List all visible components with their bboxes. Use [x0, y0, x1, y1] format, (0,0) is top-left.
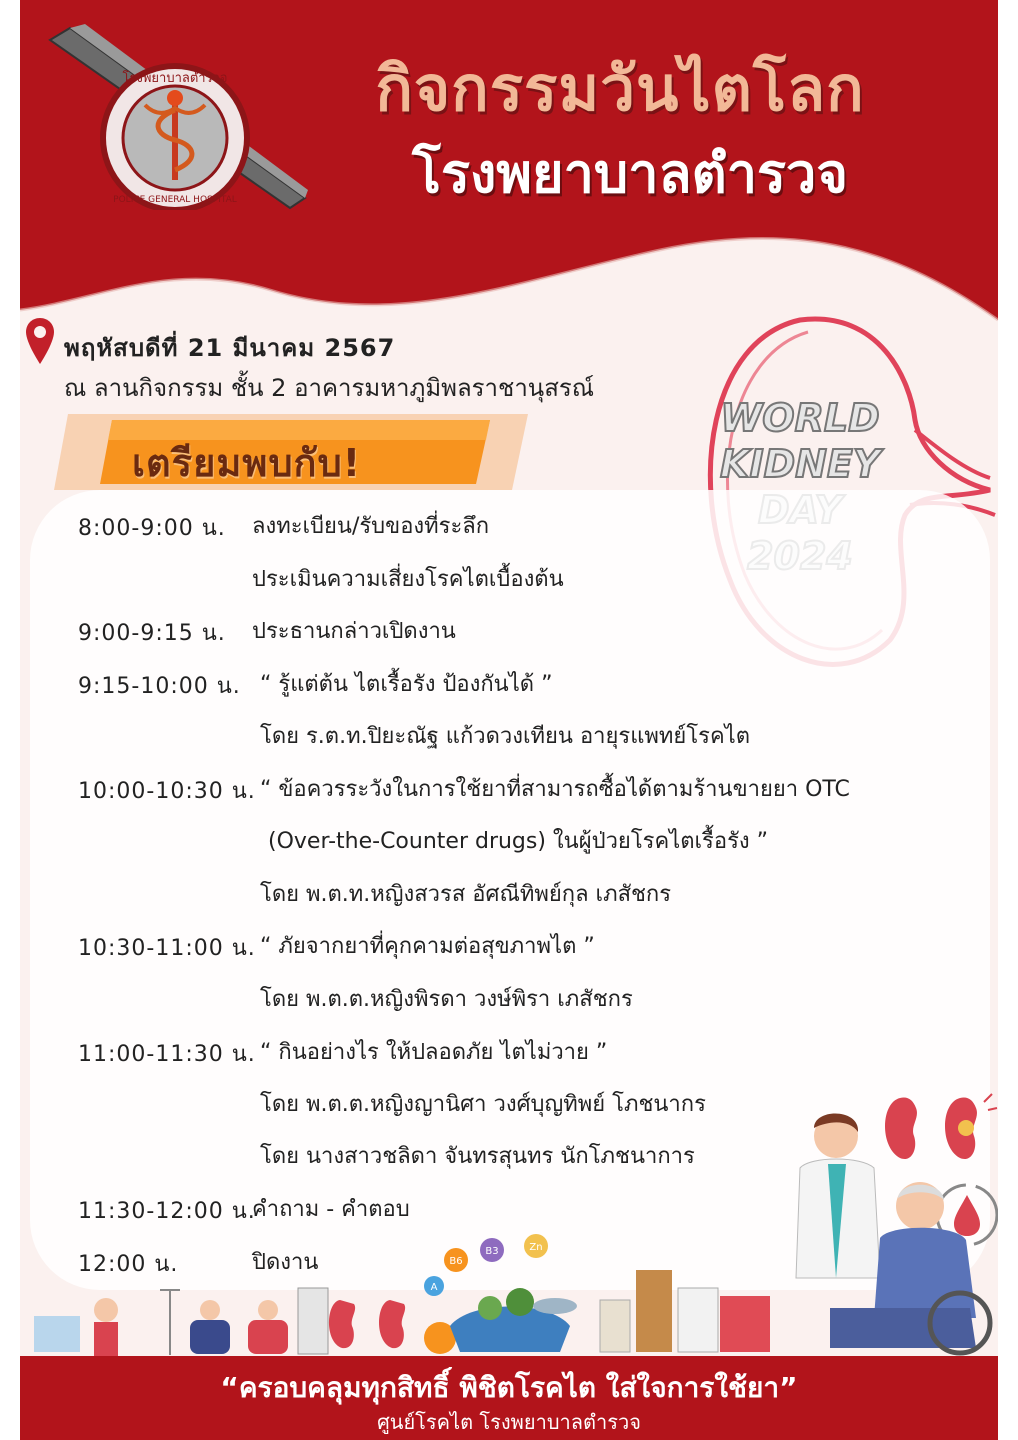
schedule-line: ประธานกล่าวเปิดงาน — [252, 619, 456, 644]
title-line-2: โรงพยาบาลตำรวจ — [412, 142, 848, 205]
schedule-time: 11:00-11:30 น. — [78, 1042, 256, 1067]
schedule-time: 9:15-10:00 น. — [78, 674, 241, 699]
logo-text-bottom: POLICE GENERAL HOSPITAL — [113, 195, 237, 205]
vitamin-label: Zn — [529, 1242, 543, 1253]
schedule-line: “ รู้แต่ต้น ไตเรื้อรัง ป้องกันได้ ” — [260, 672, 553, 697]
schedule-line: ประเมินความเสี่ยงโรคไตเบื้องต้น — [252, 567, 564, 592]
schedule-line: โดย พ.ต.ท.หญิงสวรส อัศณีทิพย์กุล เภสัชกร — [260, 882, 672, 907]
logo-text-top: โรงพยาบาลตำรวจ — [122, 71, 228, 86]
schedule-line: ปิดงาน — [252, 1250, 319, 1275]
schedule-line: โดย นางสาวชลิดา จันทรสุนทร นักโภชนาการ — [260, 1144, 695, 1169]
banner-label: เตรียมพบกับ! — [132, 441, 362, 485]
schedule-time: 10:00-10:30 น. — [78, 779, 256, 804]
event-date: พฤหัสบดีที่ 21 มีนาคม 2567 — [64, 334, 396, 362]
schedule-line: ลงทะเบียน/รับของที่ระลึก — [252, 514, 490, 539]
schedule-line: “ ภัยจากยาที่คุกคามต่อสุขภาพไต ” — [260, 934, 595, 959]
schedule-time: 12:00 น. — [78, 1252, 179, 1277]
schedule-time: 11:30-12:00 น. — [78, 1199, 256, 1224]
schedule-line: โดย พ.ต.ต.หญิงญานิศา วงศ์บุญทิพย์ โภชนากร — [260, 1092, 706, 1117]
vitamin-label: B6 — [449, 1256, 463, 1267]
schedule-line: โดย ร.ต.ท.ปิยะณัฐ แก้วดวงเทียน อายุรแพทย์โรคไต — [260, 724, 751, 749]
schedule-time: 9:00-9:15 น. — [78, 621, 226, 646]
schedule-line: คำถาม - คำตอบ — [252, 1197, 410, 1222]
vitamin-bubbles — [420, 1232, 580, 1302]
footer-slogan: “ครอบคลุมทุกสิทธิ์ พิชิตโรคไต ใส่ใจการใช้ยา” — [220, 1371, 798, 1404]
world-kidney-day-text: WORLD KIDNEY — [720, 396, 881, 486]
schedule-line: “ ข้อควรระวังในการใช้ยาที่สามารถซื้อได้ตามร้านขายยา OTC — [260, 777, 850, 802]
doctor-patient-illustration — [770, 1108, 998, 1358]
schedule-line: “ กินอย่างไร ให้ปลอดภัย ไตไม่วาย ” — [260, 1040, 608, 1065]
footer-center-name: ศูนย์โรคไต โรงพยาบาลตำรวจ — [377, 1410, 641, 1434]
schedule-time: 10:30-11:00 น. — [78, 936, 256, 961]
police-hospital-logo — [40, 20, 310, 210]
poster — [20, 0, 998, 1440]
location-pin-icon — [26, 318, 54, 364]
schedule-line: โดย พ.ต.ต.หญิงพิรดา วงษ์พิรา เภสัชกร — [260, 987, 633, 1012]
schedule-time: 8:00-9:00 น. — [78, 516, 226, 541]
schedule-line: (Over-the-Counter drugs) ในผู้ป่วยโรคไตเรื้อรัง ” — [268, 829, 769, 854]
event-place: ณ ลานกิจกรรม ชั้น 2 อาคารมหาภูมิพลราชานุสรณ์ — [64, 374, 595, 402]
vitamin-label: A — [430, 1282, 438, 1293]
health-illustrations-strip — [20, 1230, 780, 1358]
vitamin-label: B3 — [485, 1246, 499, 1257]
title-line-1: กิจกรรมวันไตโลก — [375, 52, 865, 125]
